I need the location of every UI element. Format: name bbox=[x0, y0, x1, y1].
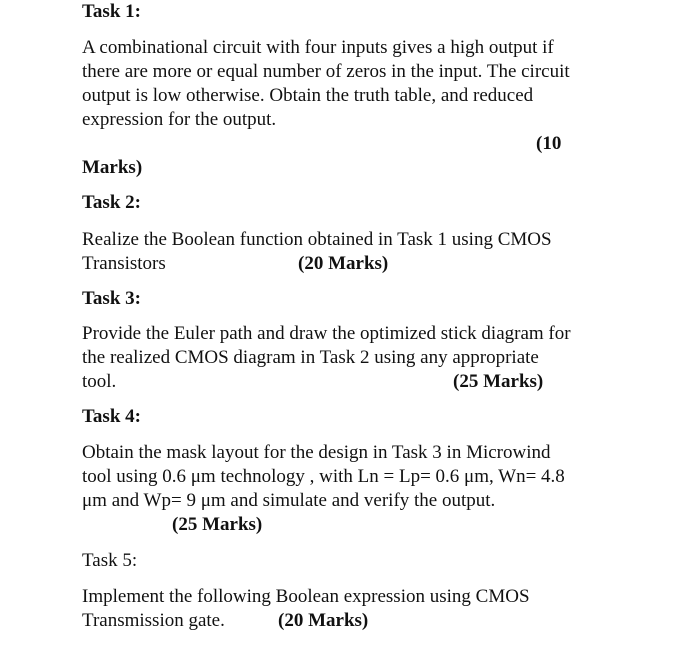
task5-heading: Task 5: bbox=[82, 550, 138, 571]
task2-heading: Task 2: bbox=[82, 192, 141, 213]
task1-marks-part1: (10 bbox=[536, 133, 562, 154]
task1-line-2: there are more or equal number of zeros in the input. The circuit bbox=[82, 61, 570, 82]
task3-heading: Task 3: bbox=[82, 288, 141, 309]
task3-line-2: the realized CMOS diagram in Task 2 using any appropriate bbox=[82, 347, 539, 368]
task5-line-2: Transmission gate. bbox=[82, 610, 225, 631]
task4-line-3: μm and Wp= 9 μm and simulate and verify the output. bbox=[82, 490, 496, 511]
task2-line-2: Transistors bbox=[82, 253, 166, 274]
task4-marks: (25 Marks) bbox=[172, 514, 263, 535]
task4-line-2: tool using 0.6 μm technology , with Ln = Lp= 0.6 μm, Wn= 4.8 bbox=[82, 466, 565, 487]
task5-line-1: Implement the following Boolean expression using CMOS bbox=[82, 586, 530, 607]
task1-line-1: A combinational circuit with four inputs gives a high output if bbox=[82, 37, 554, 58]
task1-line-4: expression for the output. bbox=[82, 109, 277, 130]
task3-line-3: tool. bbox=[82, 371, 117, 392]
task5-marks: (20 Marks) bbox=[278, 610, 369, 631]
task3-marks: (25 Marks) bbox=[453, 371, 544, 392]
task1-heading: Task 1: bbox=[82, 1, 141, 22]
task3-line-1: Provide the Euler path and draw the optimized stick diagram for bbox=[82, 323, 571, 344]
task4-line-1: Obtain the mask layout for the design in Task 3 in Microwind bbox=[82, 442, 551, 463]
task1-marks-part2: Marks) bbox=[82, 157, 143, 178]
task2-marks: (20 Marks) bbox=[298, 253, 389, 274]
task1-line-3: output is low otherwise. Obtain the truth table, and reduced bbox=[82, 85, 534, 106]
task4-heading: Task 4: bbox=[82, 406, 141, 427]
task2-line-1: Realize the Boolean function obtained in Task 1 using CMOS bbox=[82, 229, 552, 250]
